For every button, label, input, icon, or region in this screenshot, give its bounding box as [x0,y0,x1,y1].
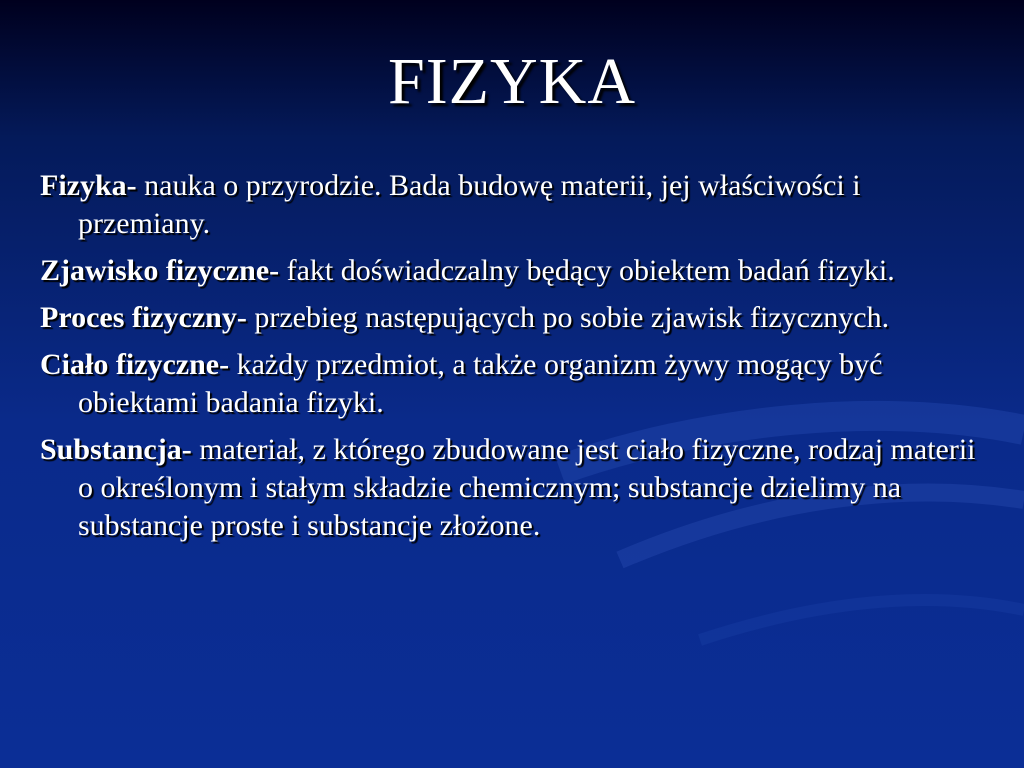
term-name: Zjawisko fizyczne- [40,254,280,287]
term-name: Substancja- [40,433,192,466]
term-definition: przebieg następujących po sobie zjawisk fizycznych. [254,301,890,334]
slide-title: FIZYKA [388,45,636,118]
definition-item-proces-fizyczny [40,299,990,337]
term-definition: każdy przedmiot, a także organizm żywy mogący być obiektami badania fizyki. [78,348,883,419]
definition-item-fizyka [40,167,990,243]
definition-item-substancja [40,431,990,545]
definition-item-zjawisko-fizyczne [40,252,990,290]
term-name: Proces fizyczny- [40,301,247,334]
term-definition: fakt doświadczalny będący obiektem badań fizyki. [286,254,895,287]
term-definition: materiał, z którego zbudowane jest ciało fizyczne, rodzaj materii o określonym i stałym składzie chemicznym; substancje dzielimy na substancje proste i substancje złożone. [78,433,976,542]
term-name: Ciało fizyczne- [40,348,230,381]
definitions-list [40,167,990,554]
term-name: Fizyka- [40,169,137,202]
definition-item-cialo-fizyczne [40,346,990,422]
term-definition: nauka o przyrodzie. Bada budowę materii, jej właściwości i przemiany. [78,169,861,240]
